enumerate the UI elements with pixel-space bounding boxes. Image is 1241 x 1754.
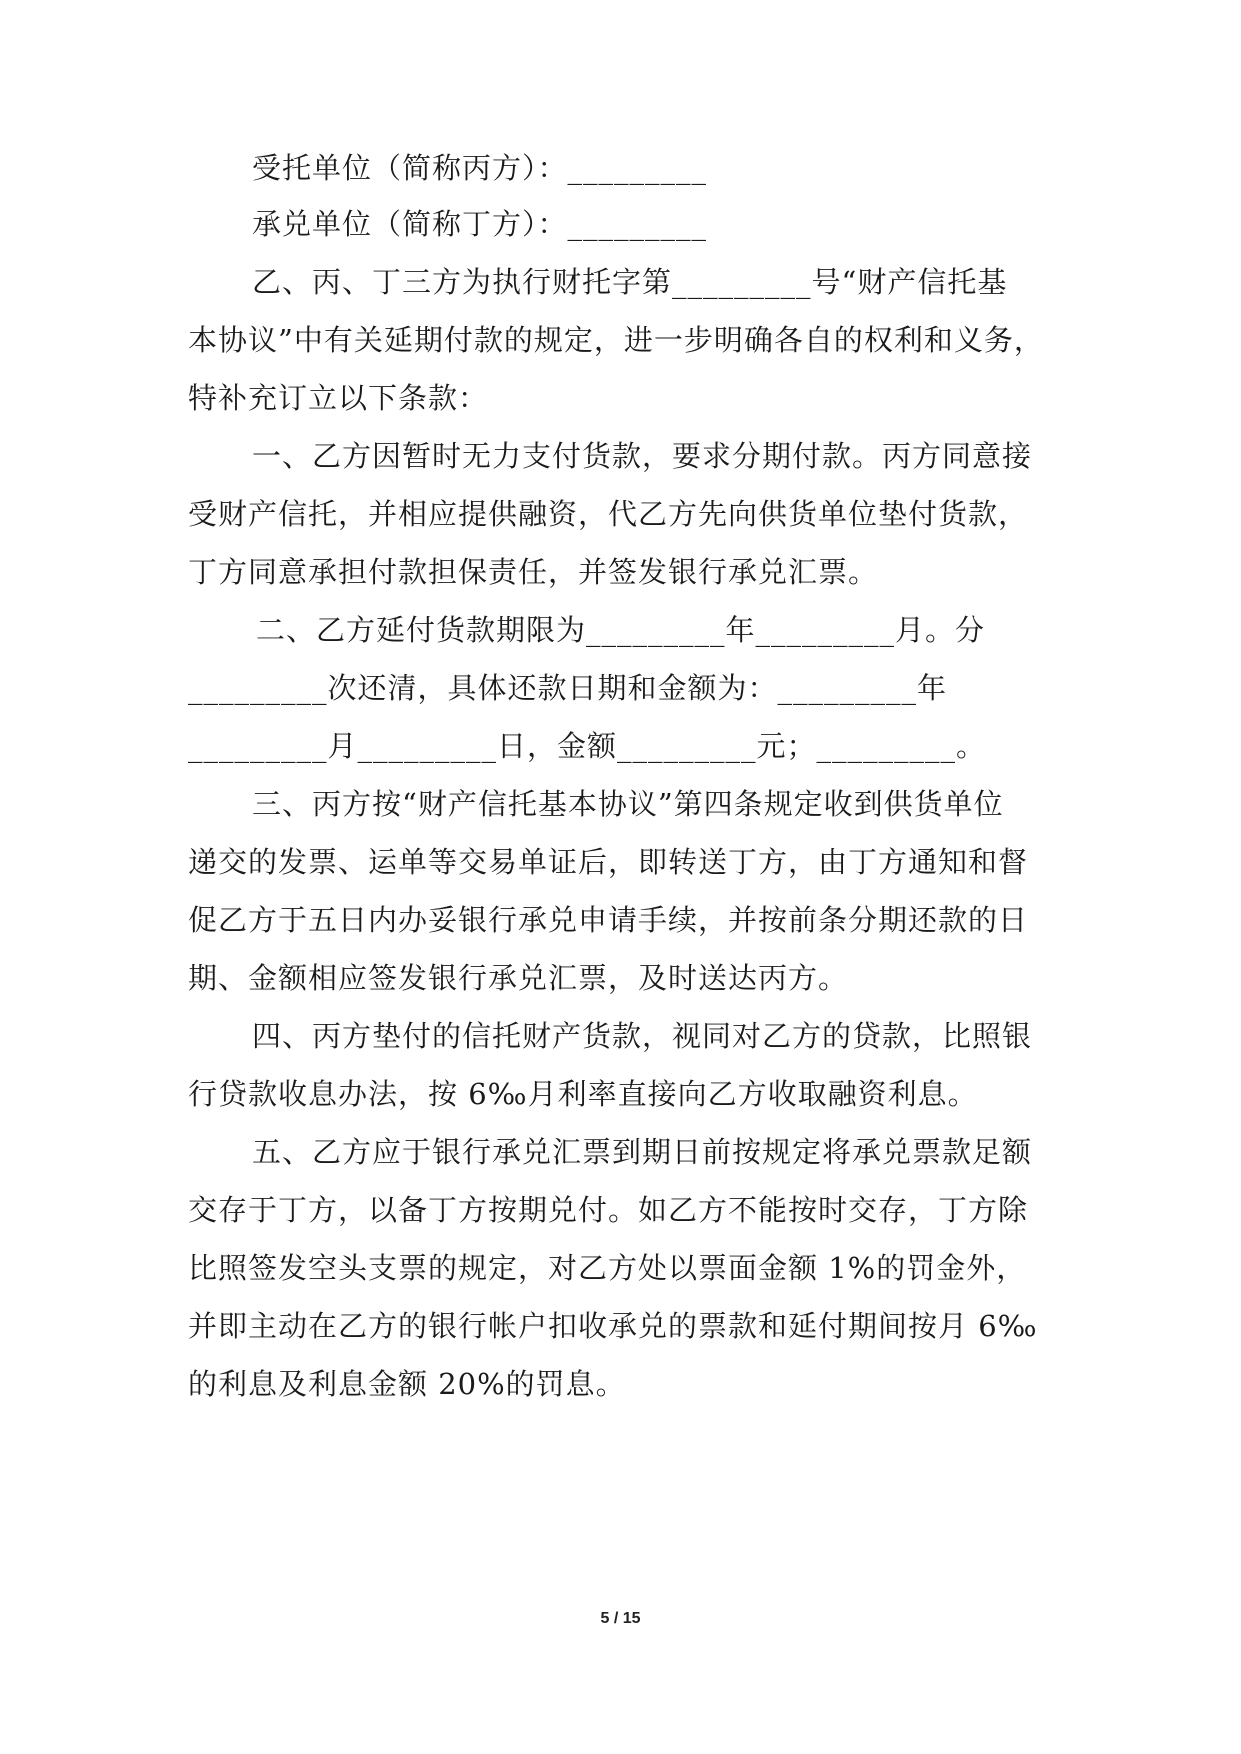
paragraph-intro-line-2: 本协议”中有关延期付款的规定，进一步明确各自的权利和义务，	[188, 323, 1044, 357]
clause-3-line-4: 期、金额相应签发银行承兑汇票，及时送达丙方。	[188, 961, 849, 995]
clause-4-line-1: 四、丙方垫付的信托财产货款，视同对乙方的贷款，比照银	[252, 1019, 1033, 1053]
party-d-line: 承兑单位（简称丁方）：_________	[252, 207, 708, 241]
clause-2-line-3: _________月_________日，金额_________元；_________。	[188, 729, 987, 763]
clause-4-line-2: 行贷款收息办法，按 6‰月利率直接向乙方收取融资利息。	[188, 1077, 978, 1111]
clause-5-line-5: 的利息及利息金额 20%的罚息。	[188, 1367, 626, 1401]
clause-5-line-2: 交存于丁方，以备丁方按期兑付。如乙方不能按时交存，丁方除	[188, 1193, 1029, 1227]
paragraph-intro-line-1: 乙、丙、丁三方为执行财托字第_________号“财产信托基	[252, 265, 1008, 299]
party-c-line: 受托单位（简称丙方）：_________	[252, 151, 708, 185]
clause-2-line-1: 二、乙方延付货款期限为_________年_________月。分	[256, 613, 986, 647]
clause-1-line-2: 受财产信托，并相应提供融资，代乙方先向供货单位垫付货款，	[188, 497, 1029, 531]
clause-5-line-1: 五、乙方应于银行承兑汇票到期日前按规定将承兑票款足额	[252, 1135, 1033, 1169]
clause-3-line-2: 递交的发票、运单等交易单证后，即转送丁方，由丁方通知和督	[188, 845, 1029, 879]
clause-5-line-4: 并即主动在乙方的银行帐户扣收承兑的票款和延付期间按月 6‰	[188, 1309, 1038, 1343]
clause-3-line-1: 三、丙方按“财产信托基本协议”第四条规定收到供货单位	[252, 787, 1004, 821]
clause-5-line-3: 比照签发空头支票的规定，对乙方处以票面金额 1%的罚金外，	[188, 1251, 1027, 1285]
clause-1-line-3: 丁方同意承担付款担保责任，并签发银行承兑汇票。	[188, 555, 879, 589]
clause-1-line-1: 一、乙方因暂时无力支付货款，要求分期付款。丙方同意接	[252, 439, 1033, 473]
paragraph-intro-line-3: 特补充订立以下条款：	[188, 381, 489, 415]
clause-3-line-3: 促乙方于五日内办妥银行承兑申请手续，并按前条分期还款的日	[188, 903, 1029, 937]
page-number: 5 / 15	[600, 1610, 641, 1627]
clause-2-line-2: _________次还清，具体还款日期和金额为：_________年	[188, 671, 948, 705]
